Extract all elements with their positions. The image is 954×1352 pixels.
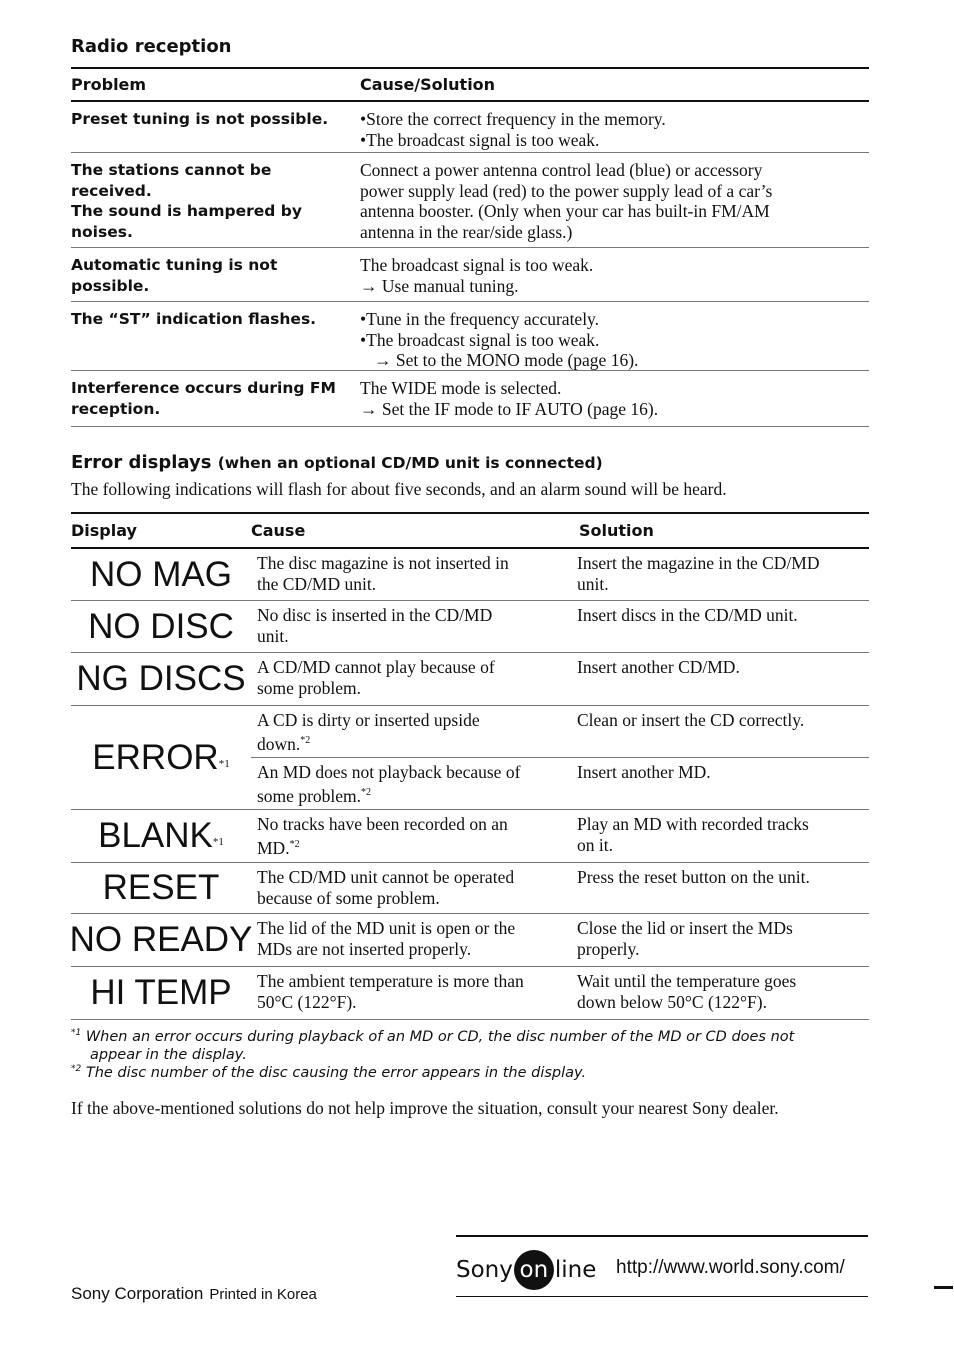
table-row bbox=[71, 706, 869, 810]
display-code-text: HI TEMP bbox=[90, 973, 232, 1012]
error-display-code bbox=[71, 549, 251, 600]
problem-text: The “ST” indication flashes. bbox=[71, 310, 317, 328]
display-code-text: NO MAG bbox=[90, 554, 232, 594]
error-detail-group bbox=[251, 810, 869, 862]
solution-cell bbox=[573, 971, 869, 1019]
solution-cell bbox=[573, 762, 869, 809]
error-intro-text: The following indications will flash for about five seconds, and an alarm sound will be heard. bbox=[71, 479, 727, 499]
radio-table-header bbox=[71, 67, 869, 102]
problem-text: Preset tuning is not possible. bbox=[71, 110, 329, 128]
display-code-text: BLANK bbox=[98, 816, 213, 855]
solution-line: Connect a power antenna control lead (blue) or accessory bbox=[360, 160, 763, 180]
solution-line: antenna in the rear/side glass.) bbox=[360, 221, 573, 242]
logo-sony-text: Sony bbox=[456, 1257, 513, 1283]
cause-cell bbox=[251, 605, 573, 652]
cause-line bbox=[257, 762, 573, 783]
cause-text: because of some problem. bbox=[257, 887, 440, 908]
cause-cell bbox=[251, 710, 573, 757]
solution-line: Close the lid or insert the MDs bbox=[577, 918, 793, 938]
solution-cell bbox=[360, 160, 869, 247]
problem-column-header: Problem bbox=[71, 75, 147, 94]
solution-cell bbox=[573, 710, 869, 757]
solution-cell bbox=[573, 918, 869, 966]
problem-cell bbox=[71, 160, 360, 247]
cause-column-header: Cause bbox=[251, 521, 306, 540]
problem-text: noises. bbox=[71, 222, 133, 241]
cause-cell bbox=[251, 918, 573, 966]
solution-cell bbox=[573, 814, 869, 862]
solution-line: Clean or insert the CD correctly. bbox=[577, 710, 805, 730]
solution-line: •Store the correct frequency in the memory. bbox=[360, 109, 666, 129]
display-code-text: NG DISCS bbox=[76, 659, 246, 698]
cause-cell bbox=[251, 762, 573, 809]
footnote-2-mark: *2 bbox=[71, 1064, 82, 1074]
solution-cell bbox=[573, 657, 869, 705]
problem-text: Interference occurs during FM bbox=[71, 379, 336, 397]
solution-line: power supply lead (red) to the power supply lead of a car’s bbox=[360, 180, 773, 201]
table-row bbox=[71, 967, 869, 1020]
cause-text: No tracks have been recorded on an bbox=[257, 814, 508, 834]
cause-line bbox=[257, 992, 573, 1013]
cause-line bbox=[257, 867, 573, 888]
cause-text: some problem. bbox=[257, 785, 362, 806]
display-code-text: RESET bbox=[102, 868, 220, 907]
error-display-code bbox=[71, 863, 251, 913]
error-table-header bbox=[71, 512, 869, 549]
solution-line: antenna booster. (Only when your car has built-in FM/AM bbox=[360, 201, 770, 221]
cause-line bbox=[257, 605, 573, 626]
table-row bbox=[71, 601, 869, 653]
solution-line: •The broadcast signal is too weak. bbox=[360, 329, 600, 350]
cause-line bbox=[257, 783, 573, 806]
error-detail-row bbox=[251, 757, 869, 809]
cause-footnote-mark: *2 bbox=[361, 786, 372, 798]
error-detail-row bbox=[251, 706, 869, 757]
cause-line bbox=[257, 574, 573, 595]
cause-line bbox=[257, 918, 573, 939]
error-section-title bbox=[71, 452, 603, 473]
logo-line-text: line bbox=[554, 1257, 597, 1283]
solution-line: properly. bbox=[577, 938, 640, 959]
solution-line: down below 50°C (122°F). bbox=[577, 991, 767, 1012]
cause-footnote-mark: *2 bbox=[300, 734, 311, 746]
footer-top-rule bbox=[456, 1235, 868, 1238]
cause-cell bbox=[251, 657, 573, 705]
error-display-code bbox=[71, 706, 251, 809]
footnote-1-line-1: When an error occurs during playback of an MD or CD, the disc number of the MD or CD does not bbox=[85, 1028, 795, 1045]
problem-cell bbox=[71, 309, 360, 370]
cause-line bbox=[257, 888, 573, 909]
table-row bbox=[71, 153, 869, 248]
cause-line bbox=[257, 971, 573, 992]
cause-line bbox=[257, 939, 573, 960]
footnote-2-text: The disc number of the disc causing the error appears in the display. bbox=[85, 1064, 587, 1081]
table-row bbox=[71, 810, 869, 863]
problem-text: The sound is hampered by bbox=[71, 202, 302, 220]
cause-text: down. bbox=[257, 733, 301, 754]
solution-line: Insert another MD. bbox=[577, 762, 711, 782]
cause-line bbox=[257, 814, 573, 835]
display-code-text: NO READY bbox=[69, 920, 253, 959]
error-display-code bbox=[71, 653, 251, 705]
table-row bbox=[71, 914, 869, 967]
solution-line: → Set to the MONO mode (page 16). bbox=[374, 350, 639, 370]
problem-text: reception. bbox=[71, 399, 161, 418]
solution-cell bbox=[360, 109, 869, 152]
error-table-body bbox=[71, 549, 869, 1020]
display-column-header: Display bbox=[71, 521, 137, 540]
cause-cell bbox=[251, 814, 573, 862]
problem-cell bbox=[71, 109, 360, 152]
cause-text: No disc is inserted in the CD/MD bbox=[257, 605, 493, 625]
table-row bbox=[71, 549, 869, 601]
error-display-code bbox=[71, 967, 251, 1019]
radio-troubleshooting-table bbox=[71, 67, 869, 427]
solution-cell bbox=[360, 309, 869, 370]
cause-text: 50°C (122°F). bbox=[257, 991, 357, 1012]
problem-text: Automatic tuning is not bbox=[71, 256, 278, 274]
cause-text: The CD/MD unit cannot be operated bbox=[257, 867, 515, 887]
footnote-2 bbox=[71, 1060, 861, 1082]
solution-line: Play an MD with recorded tracks bbox=[577, 814, 809, 834]
company-name: Sony Corporation bbox=[71, 1284, 204, 1303]
table-row bbox=[71, 863, 869, 914]
error-detail-group bbox=[251, 653, 869, 705]
cause-cell bbox=[251, 553, 573, 600]
problem-cell bbox=[71, 378, 360, 426]
footnote-1 bbox=[71, 1024, 861, 1064]
error-detail-row bbox=[251, 810, 869, 862]
company-imprint bbox=[71, 1284, 317, 1304]
display-footnote-mark: *1 bbox=[212, 836, 224, 848]
cause-footnote-mark: *2 bbox=[289, 838, 300, 850]
solution-cell bbox=[360, 378, 869, 426]
cause-cell bbox=[251, 971, 573, 1019]
cause-text: The lid of the MD unit is open or the bbox=[257, 918, 516, 938]
problem-text: possible. bbox=[71, 276, 150, 295]
error-detail-row bbox=[251, 863, 869, 913]
printed-in: Printed in Korea bbox=[209, 1286, 317, 1303]
cause-line bbox=[257, 835, 573, 858]
error-detail-row bbox=[251, 549, 869, 600]
cause-line bbox=[257, 710, 573, 731]
solution-line: Insert the magazine in the CD/MD bbox=[577, 553, 820, 573]
solution-cell bbox=[573, 867, 869, 913]
table-row bbox=[71, 302, 869, 371]
cause-cell bbox=[251, 867, 573, 913]
radio-section-title: Radio reception bbox=[71, 36, 232, 57]
cause-text: some problem. bbox=[257, 677, 362, 698]
problem-text: The stations cannot be received. bbox=[71, 161, 272, 200]
cause-line bbox=[257, 678, 573, 699]
display-code-text: ERROR bbox=[92, 737, 219, 777]
cause-text: The ambient temperature is more than bbox=[257, 971, 524, 991]
solution-line: Press the reset button on the unit. bbox=[577, 867, 810, 887]
error-detail-group bbox=[251, 914, 869, 966]
solution-column-header: Cause/Solution bbox=[360, 75, 496, 94]
error-detail-row bbox=[251, 601, 869, 652]
cause-text: MDs are not inserted properly. bbox=[257, 938, 472, 959]
error-detail-group bbox=[251, 549, 869, 600]
cause-text: MD. bbox=[257, 837, 290, 858]
solution-cell bbox=[573, 553, 869, 600]
cause-text: unit. bbox=[257, 625, 289, 646]
footnote-1-mark: *1 bbox=[71, 1028, 82, 1038]
solution-line: → Set the IF mode to IF AUTO (page 16). bbox=[360, 398, 659, 419]
cause-line bbox=[257, 553, 573, 574]
solution-cell bbox=[360, 255, 869, 301]
cause-text: the CD/MD unit. bbox=[257, 573, 377, 594]
error-display-code bbox=[71, 914, 251, 966]
table-row bbox=[71, 653, 869, 706]
display-code-text: NO DISC bbox=[88, 606, 234, 646]
table-row bbox=[71, 248, 869, 302]
closing-paragraph: If the above-mentioned solutions do not help improve the situation, consult your nearest Sony dealer. bbox=[71, 1098, 779, 1118]
solution-line: The broadcast signal is too weak. bbox=[360, 255, 594, 275]
cause-text: A CD is dirty or inserted upside bbox=[257, 710, 480, 730]
cause-line bbox=[257, 657, 573, 678]
solution-line: •Tune in the frequency accurately. bbox=[360, 309, 600, 329]
error-detail-row bbox=[251, 914, 869, 966]
cause-line bbox=[257, 626, 573, 647]
error-detail-group bbox=[251, 863, 869, 913]
solution-line: Insert discs in the CD/MD unit. bbox=[577, 605, 798, 625]
page-edge-mark bbox=[934, 1286, 953, 1289]
footnote-1-line-2: appear in the display. bbox=[90, 1046, 247, 1063]
logo-on-circle: on bbox=[514, 1250, 554, 1290]
solution-line: → Use manual tuning. bbox=[360, 275, 519, 296]
solution-line: Wait until the temperature goes bbox=[577, 971, 797, 991]
solution-line: Insert another CD/MD. bbox=[577, 657, 740, 677]
solution-column-header: Solution bbox=[579, 521, 654, 540]
table-row bbox=[71, 371, 869, 427]
cause-text: A CD/MD cannot play because of bbox=[257, 657, 495, 677]
display-footnote-mark: *1 bbox=[218, 757, 230, 770]
solution-cell bbox=[573, 605, 869, 652]
error-detail-row bbox=[251, 967, 869, 1019]
solution-line: •The broadcast signal is too weak. bbox=[360, 129, 600, 150]
error-detail-group bbox=[251, 967, 869, 1019]
radio-table-body bbox=[71, 102, 869, 427]
cause-text: The disc magazine is not inserted in bbox=[257, 553, 509, 573]
solution-line: unit. bbox=[577, 573, 609, 594]
solution-line: on it. bbox=[577, 834, 613, 855]
cause-text: An MD does not playback because of bbox=[257, 762, 521, 782]
error-detail-group bbox=[251, 601, 869, 652]
error-display-code bbox=[71, 810, 251, 862]
problem-cell bbox=[71, 255, 360, 301]
error-display-code bbox=[71, 601, 251, 652]
solution-line: The WIDE mode is selected. bbox=[360, 378, 562, 398]
table-row bbox=[71, 102, 869, 153]
error-title: Error displays bbox=[71, 452, 212, 473]
error-detail-row bbox=[251, 653, 869, 705]
error-title-note: (when an optional CD/MD unit is connected) bbox=[217, 454, 603, 472]
error-detail-group bbox=[251, 706, 869, 809]
sony-url[interactable]: http://www.world.sony.com/ bbox=[616, 1257, 845, 1278]
footer-bottom-rule bbox=[456, 1296, 868, 1298]
error-display-table bbox=[71, 512, 869, 1020]
cause-line bbox=[257, 731, 573, 754]
sony-online-logo bbox=[456, 1250, 596, 1290]
